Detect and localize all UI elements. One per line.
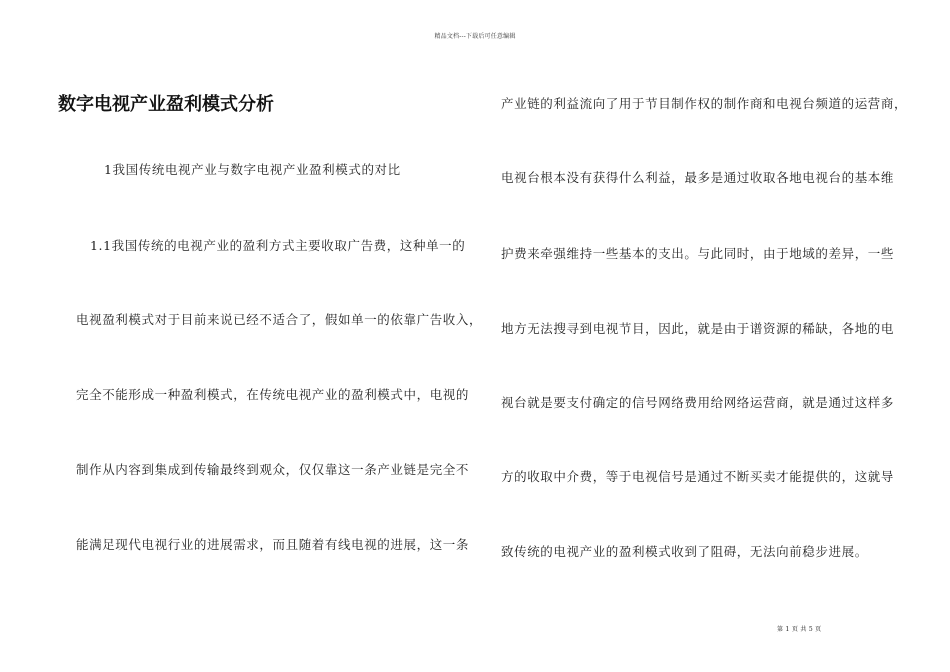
right-line-7: 致传统的电视产业的盈利模式收到了阻碍，无法向前稳步进展。: [501, 544, 868, 559]
right-line-3: 护费来牵强维持一些基本的支出。与此同时，由于地域的差异，一些: [501, 246, 895, 261]
left-line-1: 1我国传统电视产业与数字电视产业盈利模式的对比: [104, 162, 401, 177]
right-line-2: 电视台根本没有获得什么利益，最多是通过收取各地电视台的基本维: [501, 170, 895, 185]
left-line-4: 完全不能形成一种盈利模式，在传统电视产业的盈利模式中，电视的: [76, 387, 470, 402]
right-line-5: 视台就是要支付确定的信号网络费用给网络运营商，就是通过这样多: [501, 395, 895, 410]
left-line-6: 能满足现代电视行业的进展需求，而且随着有线电视的进展，这一条: [76, 537, 470, 552]
left-line-2: 1.1我国传统的电视产业的盈利方式主要收取广告费，这种单一的: [90, 238, 466, 253]
right-line-1: 产业链的利益流向了用于节目制作权的制作商和电视台频道的运营商，: [501, 96, 908, 111]
page-header: 精品文档---下载后可任意编辑: [434, 33, 516, 40]
left-line-3: 电视盈利模式对于目前来说已经不适合了，假如单一的依靠广告收入，: [76, 312, 483, 327]
right-line-4: 地方无法搜寻到电视节目，因此，就是由于谱资源的稀缺，各地的电: [501, 321, 895, 336]
page-number: 第 1 页 共 5 页: [777, 626, 822, 633]
left-line-5: 制作从内容到集成到传输最终到观众，仅仅靠这一条产业链是完全不: [76, 462, 470, 477]
right-line-6: 方的收取中介费，等于电视信号是通过不断买卖才能提供的，这就导: [501, 469, 895, 484]
document-title: 数字电视产业盈利模式分析: [58, 94, 274, 115]
